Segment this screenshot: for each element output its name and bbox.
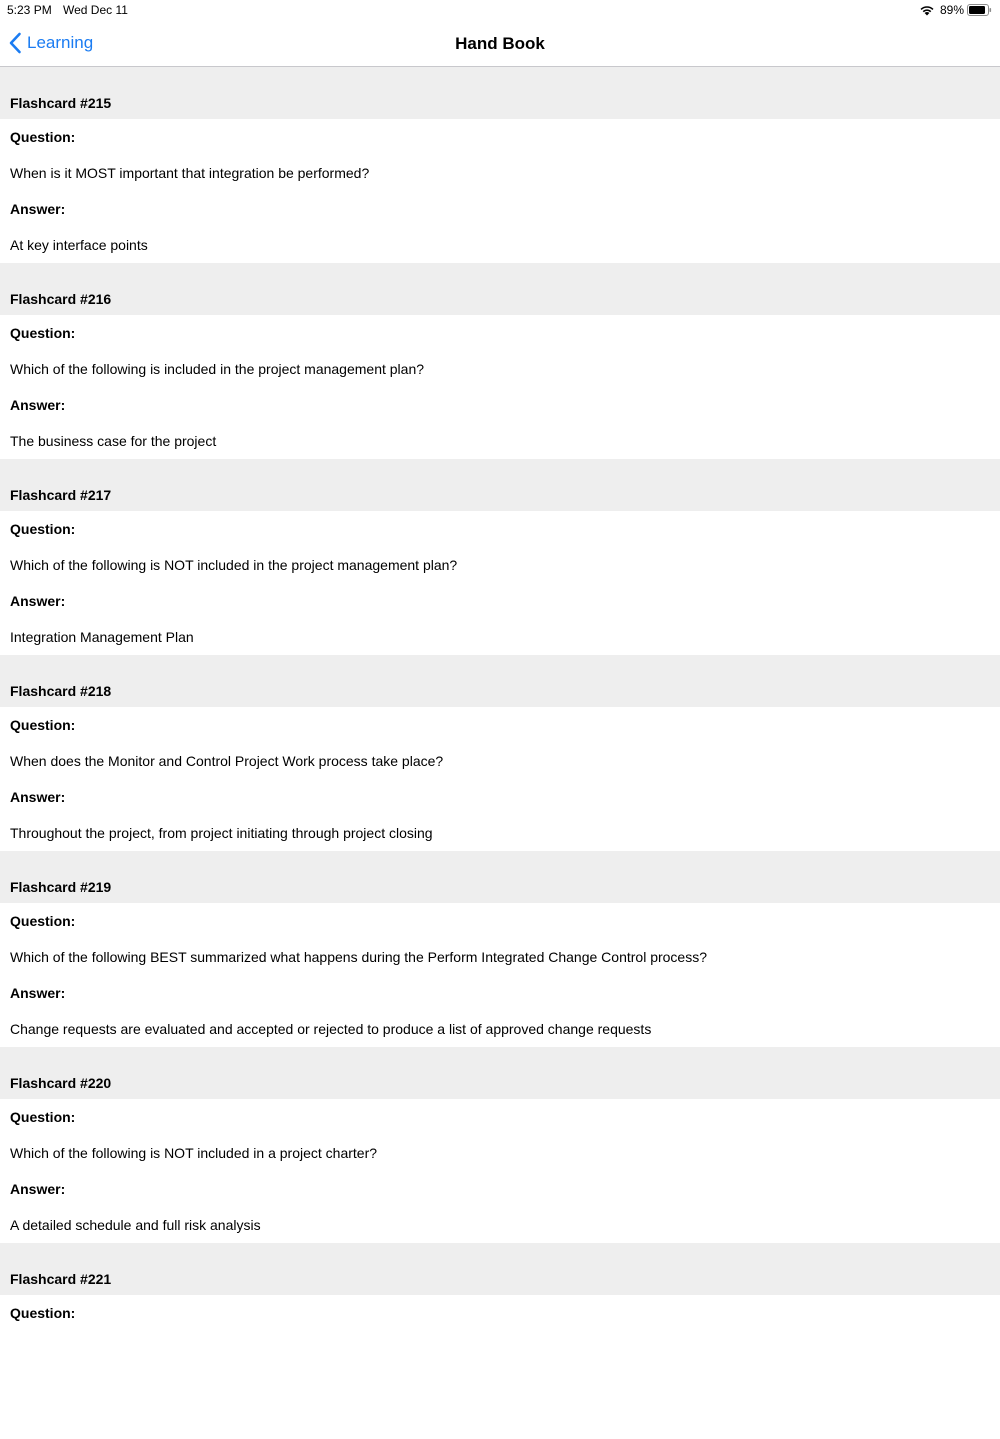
flashcard-body bbox=[0, 511, 1000, 655]
question-text: Which of the following is NOT included in a project charter? bbox=[10, 1145, 378, 1161]
flashcard bbox=[0, 851, 1000, 1047]
status-time: 5:23 PM bbox=[7, 3, 52, 17]
flashcard-body bbox=[0, 315, 1000, 459]
flashcard bbox=[0, 1243, 1000, 1439]
question-text: When does the Monitor and Control Project Work process take place? bbox=[10, 753, 444, 769]
answer-text: The business case for the project bbox=[10, 433, 217, 449]
question-label: Question: bbox=[10, 521, 76, 537]
flashcard-title: Flashcard #215 bbox=[10, 95, 112, 111]
wifi-icon bbox=[919, 4, 935, 16]
question-label: Question: bbox=[10, 325, 76, 341]
answer-label: Answer: bbox=[10, 593, 66, 609]
flashcard-title: Flashcard #221 bbox=[10, 1271, 112, 1287]
flashcard-header bbox=[0, 1047, 1000, 1099]
flashcard-header bbox=[0, 851, 1000, 903]
flashcard-header bbox=[0, 263, 1000, 315]
answer-text: A detailed schedule and full risk analysis bbox=[10, 1217, 261, 1233]
answer-label: Answer: bbox=[10, 201, 66, 217]
question-label: Question: bbox=[10, 913, 76, 929]
battery-icon bbox=[967, 4, 992, 16]
question-label: Question: bbox=[10, 1305, 76, 1321]
flashcard-list[interactable] bbox=[0, 67, 1000, 1439]
flashcard-header bbox=[0, 67, 1000, 119]
flashcard-title: Flashcard #216 bbox=[10, 291, 112, 307]
question-text: Which of the following BEST summarized what happens during the Perform Integrated Change Control process? bbox=[10, 949, 707, 965]
battery-percent: 89% bbox=[939, 3, 964, 17]
question-label: Question: bbox=[10, 1109, 76, 1125]
answer-text: Throughout the project, from project initiating through project closing bbox=[10, 825, 433, 841]
answer-text: At key interface points bbox=[10, 237, 148, 253]
flashcard-header bbox=[0, 459, 1000, 511]
question-label: Question: bbox=[10, 129, 76, 145]
question-text: When is it MOST important that integration be performed? bbox=[10, 165, 370, 181]
flashcard bbox=[0, 263, 1000, 459]
flashcard bbox=[0, 1047, 1000, 1243]
question-label: Question: bbox=[10, 717, 76, 733]
flashcard bbox=[0, 655, 1000, 851]
flashcard-body bbox=[0, 1295, 1000, 1439]
flashcard-body bbox=[0, 903, 1000, 1047]
flashcard-header bbox=[0, 655, 1000, 707]
flashcard-body bbox=[0, 119, 1000, 263]
answer-text: Integration Management Plan bbox=[10, 629, 194, 645]
flashcard-title: Flashcard #218 bbox=[10, 683, 112, 699]
question-text: Which of the following is NOT included in the project management plan? bbox=[10, 557, 458, 573]
answer-label: Answer: bbox=[10, 789, 66, 805]
page-title: Hand Book bbox=[455, 34, 545, 53]
answer-label: Answer: bbox=[10, 1181, 66, 1197]
flashcard-title: Flashcard #217 bbox=[10, 487, 112, 503]
answer-label: Answer: bbox=[10, 397, 66, 413]
status-bar bbox=[0, 0, 1000, 20]
status-date: Wed Dec 11 bbox=[63, 3, 128, 17]
flashcard-body bbox=[0, 707, 1000, 851]
navigation-bar bbox=[0, 20, 1000, 67]
flashcard bbox=[0, 459, 1000, 655]
flashcard-body bbox=[0, 1099, 1000, 1243]
answer-label: Answer: bbox=[10, 985, 66, 1001]
answer-text: Change requests are evaluated and accepted or rejected to produce a list of approved change requests bbox=[10, 1021, 652, 1037]
flashcard-title: Flashcard #219 bbox=[10, 879, 112, 895]
status-indicators bbox=[919, 2, 992, 18]
question-text: Which of the following is included in the project management plan? bbox=[10, 361, 425, 377]
back-button-label: Learning bbox=[27, 33, 94, 52]
flashcard-title: Flashcard #220 bbox=[10, 1075, 112, 1091]
flashcard bbox=[0, 67, 1000, 263]
flashcard-header bbox=[0, 1243, 1000, 1295]
